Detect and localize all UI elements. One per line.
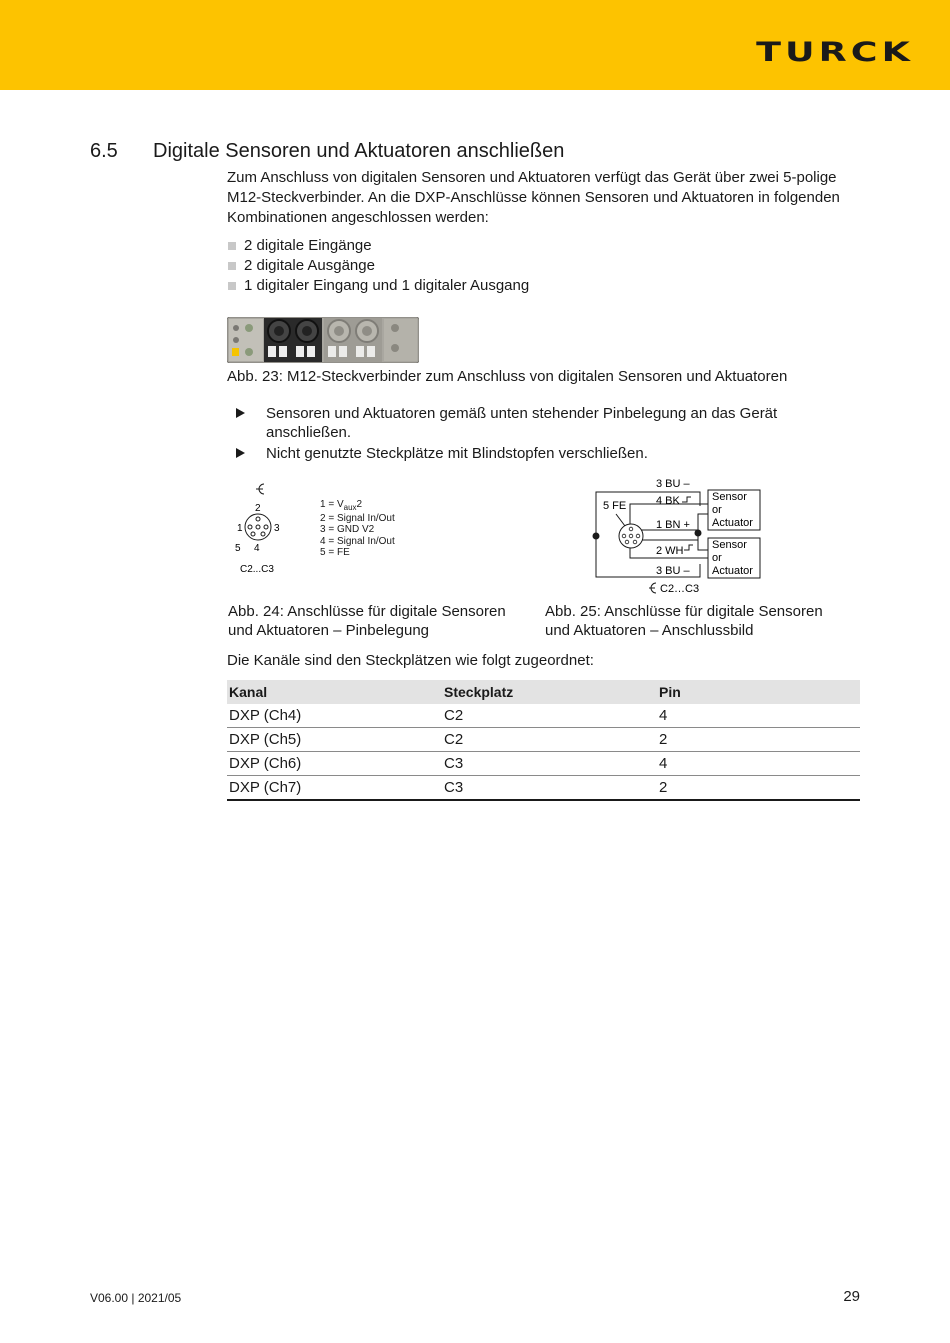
- wire-label: 3 BU –: [656, 565, 690, 577]
- table-cell: DXP (Ch5): [227, 728, 442, 752]
- table-cell: 2: [657, 728, 860, 752]
- column-header: Steckplatz: [442, 680, 657, 704]
- device-label: or: [712, 504, 722, 516]
- table-cell: C2: [442, 728, 657, 752]
- list-item: 1 digitaler Eingang und 1 digitaler Ausgang: [227, 276, 529, 296]
- legend-line: 2 = Signal In/Out: [320, 513, 395, 525]
- square-bullet-icon: [228, 242, 236, 250]
- footer-version: V06.00 | 2021/05: [90, 1291, 182, 1305]
- wiring-diagram: [590, 474, 770, 598]
- slot-label: C2...C3: [240, 564, 274, 575]
- pin-label: 5: [235, 543, 241, 554]
- device-label: Actuator: [712, 517, 753, 529]
- column-header: Pin: [657, 680, 860, 704]
- table-row: [227, 728, 860, 752]
- section-title: Digitale Sensoren und Aktuatoren anschließen: [153, 140, 565, 162]
- wire-label: 4 BK: [656, 495, 680, 507]
- legend-line: 5 = FE: [320, 546, 350, 558]
- instruction-steps: [236, 404, 786, 463]
- list-item: Sensoren und Aktuatoren gemäß unten stehender Pinbelegung an das Gerät anschließen.: [236, 404, 786, 444]
- table-cell: DXP (Ch6): [227, 752, 442, 776]
- legend-line: 3 = GND V2: [320, 524, 375, 536]
- pin-label: 4: [254, 543, 260, 554]
- channel-table: [227, 680, 860, 801]
- table-cell: C3: [442, 752, 657, 776]
- earth-icon: [256, 484, 264, 494]
- table-cell: C3: [442, 776, 657, 801]
- wire-label: 3 BU –: [656, 478, 690, 490]
- list-item: Nicht genutzte Steckplätze mit Blindstopfen verschließen.: [236, 444, 786, 463]
- table-intro: Die Kanäle sind den Steckplätzen wie folgt zugeordnet:: [227, 652, 594, 669]
- device-connector-image: [227, 317, 419, 363]
- header-band: [0, 0, 950, 90]
- legend-line: $1 = V_{aux}2$: [320, 499, 363, 512]
- section-number: 6.5: [90, 140, 118, 162]
- wire-label: 5 FE: [603, 500, 627, 512]
- legend-line: 4 = Signal In/Out: [320, 535, 395, 547]
- arrow-right-icon: [236, 448, 245, 458]
- page-number: 29: [843, 1288, 860, 1305]
- device-label: Actuator: [712, 565, 753, 577]
- table-row: [227, 752, 860, 776]
- table-row: [227, 776, 860, 801]
- connector-outline: [245, 514, 271, 540]
- square-bullet-icon: [228, 282, 236, 290]
- table-cell: C2: [442, 704, 657, 728]
- table-cell: 4: [657, 704, 860, 728]
- table-cell: 4: [657, 752, 860, 776]
- table-row: [227, 704, 860, 728]
- square-bullet-icon: [228, 262, 236, 270]
- pin-label: 2: [255, 503, 261, 514]
- fig25-caption: Abb. 25: Anschlüsse für digitale Sensoren und Aktuatoren – Anschlussbild: [545, 603, 823, 639]
- pin-legend: [320, 499, 395, 558]
- turck-logo: TURCK: [756, 37, 914, 68]
- device-label: Sensor: [712, 491, 747, 503]
- device-label: Sensor: [712, 539, 747, 551]
- device-label: or: [712, 552, 722, 564]
- list-item: 2 digitale Ausgänge: [227, 256, 529, 276]
- options-list: [227, 236, 529, 296]
- list-item: 2 digitale Eingänge: [227, 236, 529, 256]
- arrow-right-icon: [236, 408, 245, 418]
- slot-label: C2…C3: [660, 583, 700, 595]
- pin-diagram: [228, 478, 308, 578]
- column-header: Kanal: [227, 680, 442, 704]
- wire-label: 2 WH: [656, 545, 684, 557]
- wire-label: 1 BN +: [656, 519, 690, 531]
- table-cell: DXP (Ch7): [227, 776, 442, 801]
- earth-icon: [649, 583, 656, 593]
- table-header-row: [227, 680, 860, 704]
- table-cell: DXP (Ch4): [227, 704, 442, 728]
- pin-label: 3: [274, 523, 280, 534]
- intro-paragraph: Zum Anschluss von digitalen Sensoren und Aktuatoren verfügt das Gerät über zwei 5-polige M12-Steckverbinder. An die DXP-Anschlüsse können Sensoren und Aktuatoren in folgenden Kombinationen angeschlossen werden:: [227, 169, 840, 226]
- fig23-caption: Abb. 23: M12-Steckverbinder zum Anschluss von digitalen Sensoren und Aktuatoren: [227, 368, 788, 385]
- table-cell: 2: [657, 776, 860, 801]
- pin-label: 1: [237, 523, 243, 534]
- fig24-caption: Abb. 24: Anschlüsse für digitale Sensoren und Aktuatoren – Pinbelegung: [228, 603, 506, 639]
